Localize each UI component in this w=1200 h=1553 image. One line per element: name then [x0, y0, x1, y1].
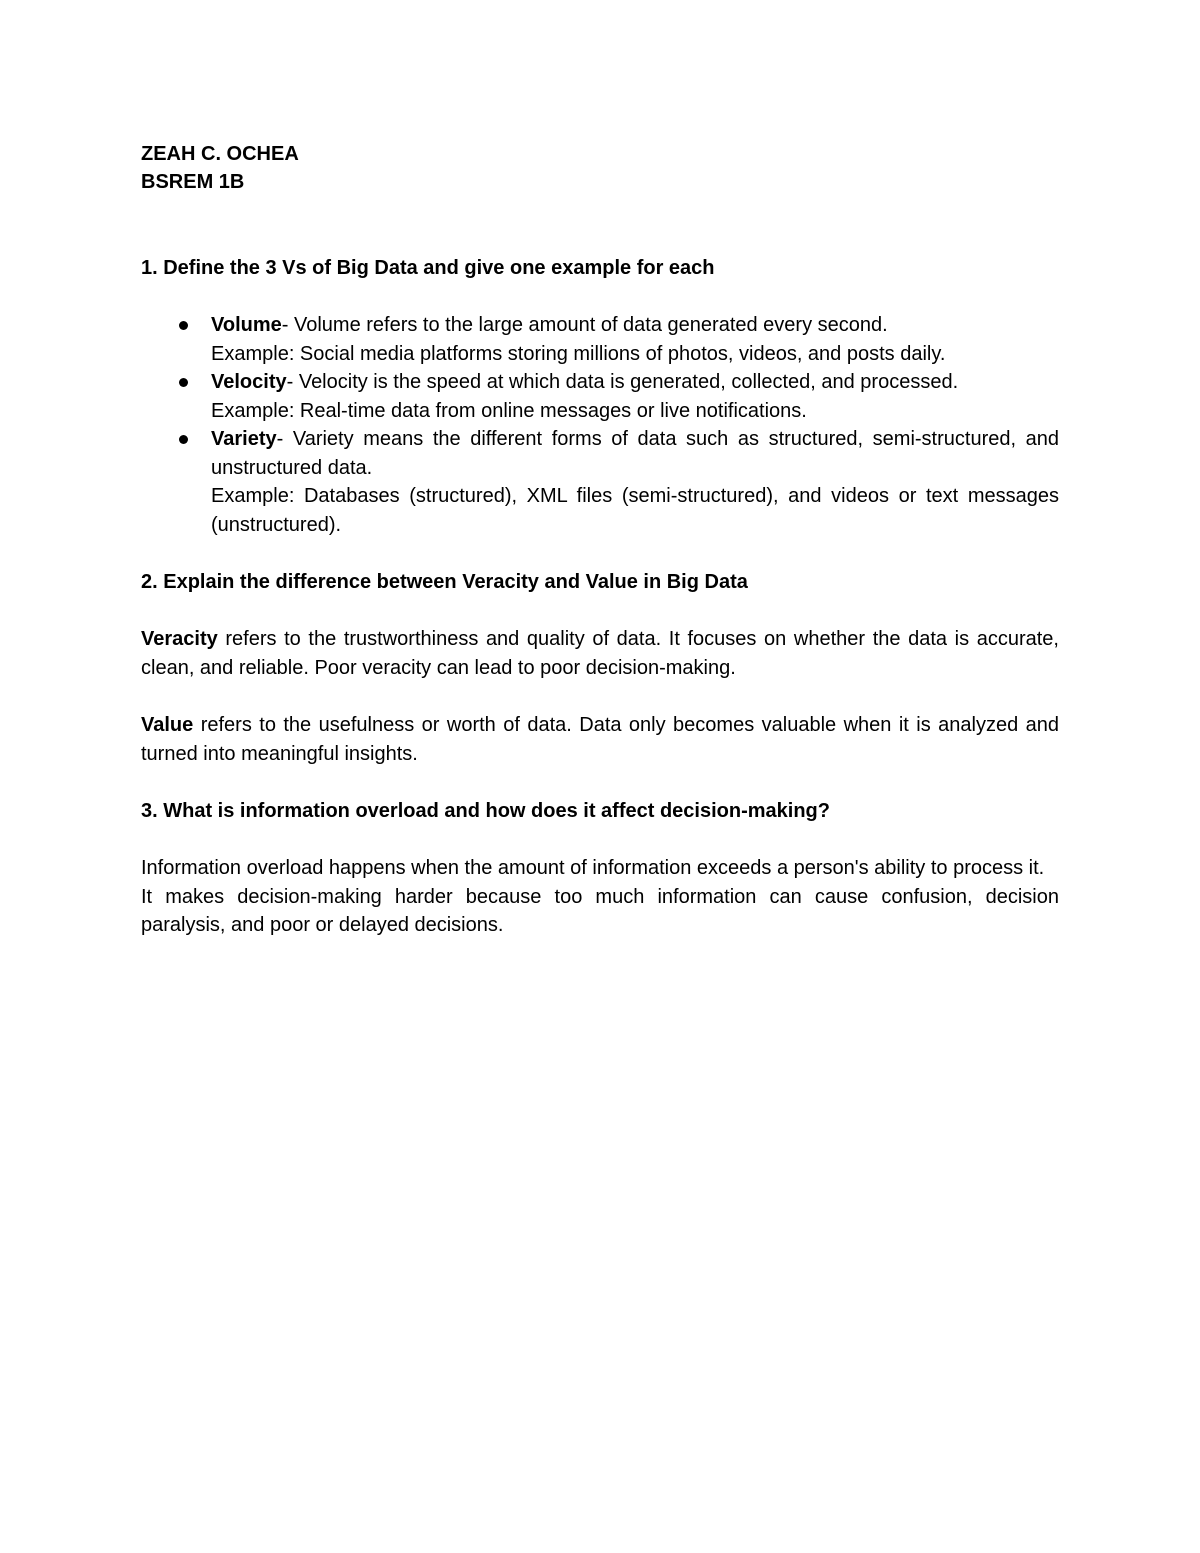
spacer [141, 768, 1059, 797]
student-section: BSREM 1B [141, 171, 245, 193]
spacer [141, 282, 1059, 311]
term-velocity: Velocity [211, 371, 287, 393]
student-name: ZEAH C. OCHEA [141, 143, 299, 165]
question-1-heading: 1. Define the 3 Vs of Big Data and give one example for each [141, 257, 715, 279]
definition-volume: - Volume refers to the large amount of data generated every second. [281, 314, 888, 336]
spacer [141, 825, 1059, 854]
question-3-heading: 3. What is information overload and how does it affect decision-making? [141, 800, 830, 822]
example-variety: Example: Databases (structured), XML files (semi-structured), and videos or text messages (unstructured). [211, 485, 1059, 536]
bullet-icon [179, 378, 188, 387]
bullet-icon [179, 435, 188, 444]
question-2-heading: 2. Explain the difference between Veracity and Value in Big Data [141, 571, 748, 593]
overload-paragraph-1: Information overload happens when the amount of information exceeds a person's ability to process it. [141, 857, 1045, 879]
veracity-term: Veracity [141, 628, 218, 650]
example-velocity: Example: Real-time data from online messages or live notifications. [211, 399, 807, 422]
list-item-volume [141, 311, 1059, 368]
example-volume: Example: Social media platforms storing millions of photos, videos, and posts daily. [211, 342, 946, 365]
spacer [141, 539, 1059, 568]
definition-variety: - Variety means the different forms of data such as structured, semi-structured, and unstructured data. [211, 428, 1059, 479]
bullet-icon [179, 321, 188, 330]
veracity-text: refers to the trustworthiness and quality of data. It focuses on whether the data is accurate, clean, and reliable. Poor veracity can lead to poor decision-making. [141, 628, 1059, 679]
list-item-velocity [141, 368, 1059, 425]
spacer [141, 196, 1059, 225]
veracity-paragraph [141, 625, 1059, 682]
list-item-variety [141, 425, 1059, 539]
definition-velocity: - Velocity is the speed at which data is generated, collected, and processed. [286, 371, 959, 393]
term-volume: Volume [211, 314, 282, 336]
overload-paragraph-2: It makes decision-making harder because too much information can cause confusion, decision paralysis, and poor or delayed decisions. [141, 885, 1059, 936]
term-variety: Variety [211, 428, 277, 450]
spacer [141, 682, 1059, 711]
spacer [141, 225, 1059, 254]
value-term: Value [141, 714, 194, 736]
value-paragraph [141, 711, 1059, 768]
document-page [141, 140, 1059, 940]
spacer [141, 596, 1059, 625]
value-text: refers to the usefulness or worth of data. Data only becomes valuable when it is analyzed and turned into meaningful insights. [141, 714, 1059, 765]
three-vs-list [141, 311, 1059, 539]
